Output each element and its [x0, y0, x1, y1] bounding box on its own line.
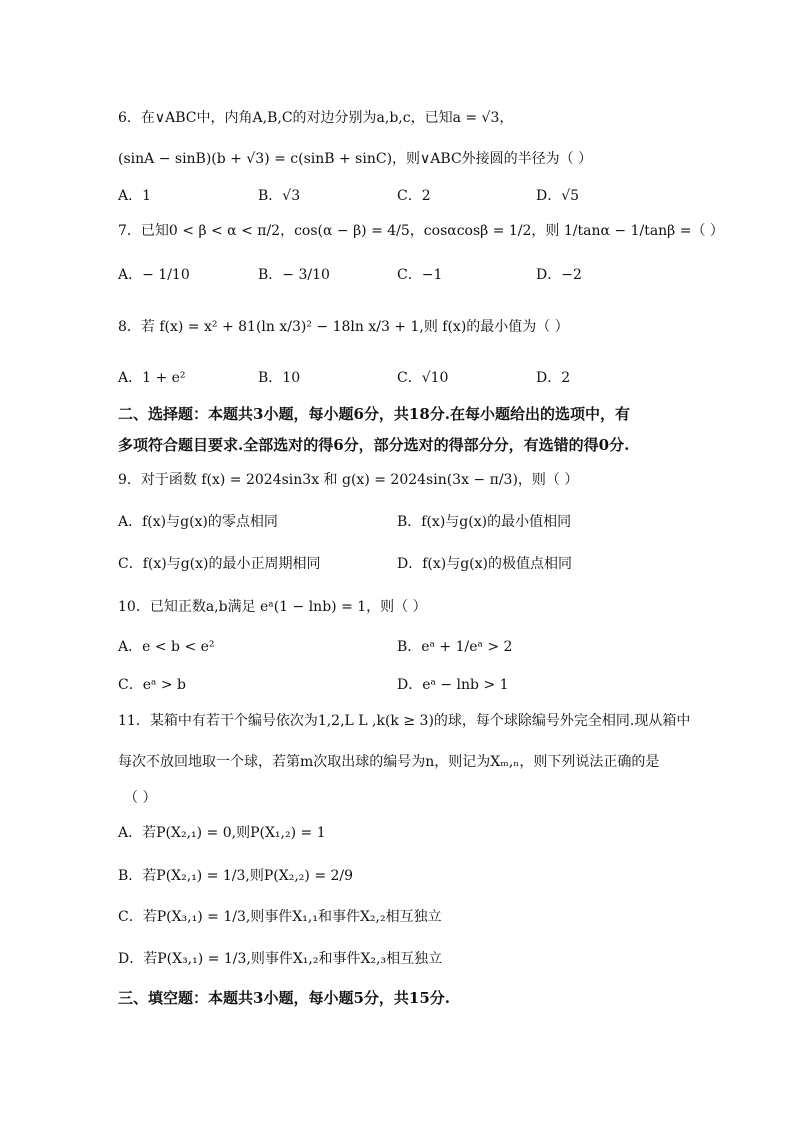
q11-stem-line2: 每次不放回地取一个球，若第m次取出球的编号为n，则记为Xₘ,ₙ，则下列说法正确的是: [118, 754, 660, 770]
q7-option-d: D．−2: [536, 267, 582, 283]
q11-option-a: A．若P(X₂,₁) = 0,则P(X₁,₂) = 1: [118, 825, 326, 841]
q11-option-b: B．若P(X₂,₁) = 1/3,则P(X₂,₂) = 2/9: [118, 868, 354, 884]
q8-option-c: C．√10: [397, 370, 449, 386]
section-3-heading: 三、填空题：本题共3小题，每小题5分，共15分.: [118, 989, 450, 1007]
section-2-heading-line2: 多项符合题目要求.全部选对的得6分，部分选对的得部分分，有选错的得0分.: [118, 436, 630, 454]
q8-option-d: D．2: [536, 370, 571, 386]
q11-stem-line1: 11．某箱中有若干个编号依次为1,2,L L ,k(k ≥ 3)的球，每个球除编号外完全相同.现从箱中: [118, 713, 691, 729]
q6-option-b: B．√3: [258, 188, 301, 204]
q8-option-a: A．1 + e²: [118, 370, 186, 386]
q10-option-d: D．eᵃ − lnb > 1: [397, 677, 509, 693]
q6-stem-line2: (sinA − sinB)(b + √3) = c(sinB + sinC)，则∨ABC外接圆的半径为（ ）: [118, 151, 593, 167]
q10-stem: 10．已知正数a,b满足 eᵃ(1 − lnb) = 1，则（ ）: [118, 599, 427, 615]
q9-stem: 9．对于函数 f(x) = 2024sin3x 和 g(x) = 2024sin(3x − π/3)，则（ ）: [118, 472, 579, 488]
q10-option-a: A．e < b < e²: [118, 639, 215, 655]
q10-option-c: C．eᵃ > b: [118, 677, 186, 693]
q7-option-b: B．− 3/10: [258, 267, 330, 283]
q10-option-b: B．eᵃ + 1/eᵃ > 2: [397, 639, 513, 655]
q9-option-a: A．f(x)与g(x)的零点相同: [118, 514, 278, 530]
q11-option-c: C．若P(X₃,₁) = 1/3,则事件X₁,₁和事件X₂,₂相互独立: [118, 909, 442, 925]
q11-stem-line3: （ ）: [124, 790, 157, 806]
section-2-heading-line1: 二、选择题：本题共3小题，每小题6分，共18分.在每小题给出的选项中，有: [118, 405, 630, 423]
q8-stem: 8．若 f(x) = x² + 81(ln x/3)² − 18ln x/3 + 1,则 f(x)的最小值为（ ）: [118, 319, 569, 335]
q9-option-c: C．f(x)与g(x)的最小正周期相同: [118, 556, 321, 572]
q7-option-c: C．−1: [397, 267, 443, 283]
q9-option-d: D．f(x)与g(x)的极值点相同: [397, 556, 573, 572]
q7-option-a: A．− 1/10: [118, 267, 190, 283]
q6-option-d: D．√5: [536, 188, 580, 204]
q8-option-b: B．10: [258, 370, 301, 386]
q9-option-b: B．f(x)与g(x)的最小值相同: [397, 514, 572, 530]
q6-stem-line1: 6．在∨ABC中，内角A,B,C的对边分别为a,b,c，已知a = √3，: [118, 110, 514, 126]
q11-option-d: D．若P(X₃,₁) = 1/3,则事件X₁,₂和事件X₂,₃相互独立: [118, 951, 443, 967]
q6-option-a: A．1: [118, 188, 152, 204]
q7-stem: 7．已知0 < β < α < π/2，cos(α − β) = 4/5，cosαcosβ = 1/2，则 1/tanα − 1/tanβ =（ ）: [118, 223, 724, 239]
q6-option-c: C．2: [397, 188, 431, 204]
